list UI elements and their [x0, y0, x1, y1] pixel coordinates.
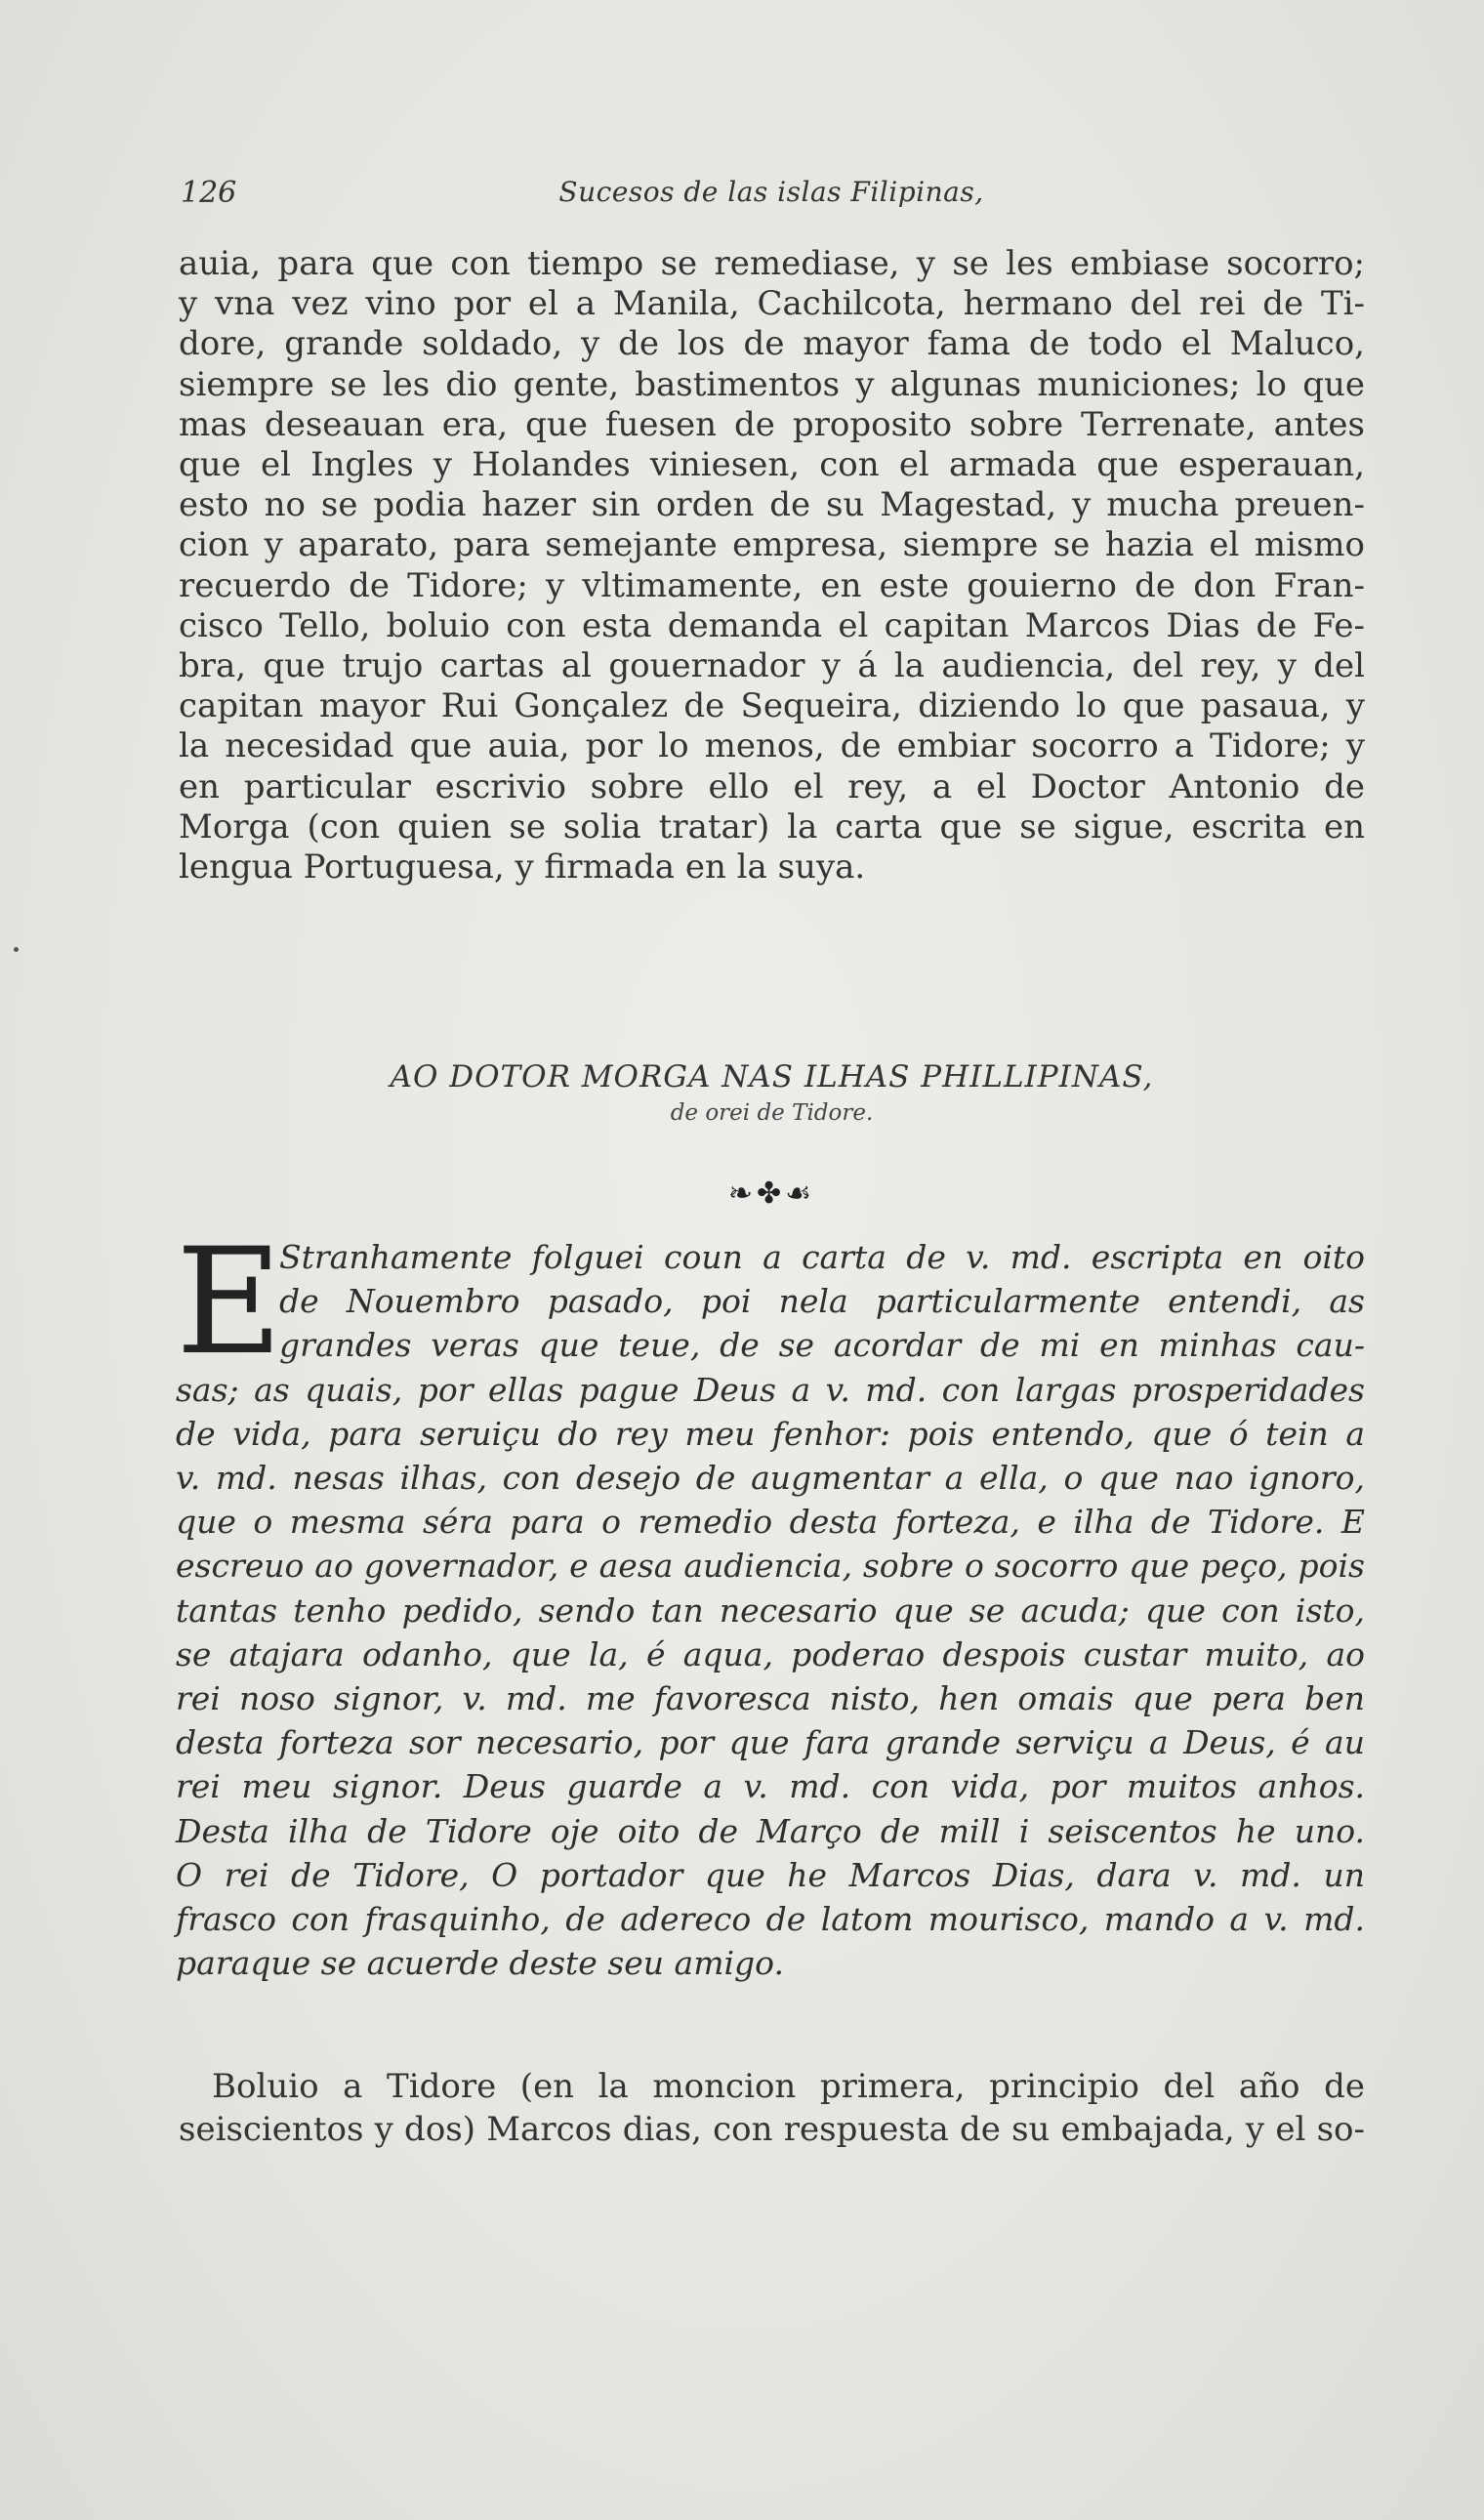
text-line: siempre se les dio gente, bastimentos y algunas municiones; lo que — [179, 364, 1365, 404]
letter-line: de vida, para seruiçu do rey meu fenhor: pois entendo, que ó tein a — [176, 1414, 1365, 1453]
text-line: cisco Tello, boluio con esta demanda el capitan Marcos Dias de Fe- — [179, 605, 1365, 645]
text-line: esto no se podia hazer sin orden de su Magestad, y mucha preuen- — [179, 485, 1365, 525]
letter-line: Desta ilha de Tidore oje oito de Março de mill i seiscentos he uno. — [176, 1811, 1365, 1850]
letter-line: O rei de Tidore, O portador que he Marcos Dias, dara v. md. un — [176, 1855, 1365, 1894]
text-line: Boluio a Tidore (en la moncion primera, principio del año de — [212, 2067, 1365, 2106]
letter-subtitle: de orei de Tidore. — [670, 1100, 874, 1126]
letter-line: grandes veras que teue, de se acordar de mi en minhas cau- — [279, 1326, 1365, 1365]
letter-line: rei noso signor, v. md. me favoresca nisto, hen omais que pera ben — [176, 1679, 1365, 1718]
text-line: en particular escrivio sobre ello el rey, a el Doctor Antonio de — [179, 766, 1365, 806]
text-line: y vna vez vino por el a Manila, Cachilcota, hermano del rei de Ti- — [179, 284, 1365, 324]
text-line: que el Ingles y Holandes viniesen, con el armada que esperauan, — [179, 445, 1365, 485]
text-line: la necesidad que auia, por lo menos, de embiar socorro a Tidore; y — [179, 726, 1365, 766]
letter-heading — [179, 1059, 1365, 1126]
letter-line: paraque se acuerde deste seu amigo. — [176, 1944, 784, 1983]
letter-body — [176, 1218, 1365, 1985]
page-number: 126 — [181, 176, 237, 210]
letter-line: escreuo ao governador, e aesa audiencia, sobre o socorro que peço, pois — [176, 1547, 1365, 1586]
page-header — [181, 176, 1362, 215]
letter-line: que o mesma séra para o remedio desta forteza, e ilha de Tidore. E — [176, 1503, 1365, 1542]
letter-line: frasco con frasquinho, de adereco de latom mourisco, mando a v. md. — [176, 1900, 1365, 1939]
letter-line: Stranhamente folguei coun a carta de v. md. escripta en oito — [279, 1238, 1365, 1276]
text-line: mas deseauan era, que fuesen de proposito sobre Terrenate, antes — [179, 404, 1365, 444]
text-line: cion y aparato, para semejante empresa, siempre se hazia el mismo — [179, 525, 1365, 565]
letter-line: de Nouembro pasado, poi nela particularmente entendi, as — [279, 1282, 1365, 1321]
text-line: auia, para que con tiempo se remediase, y se les embiase socorro; — [179, 244, 1365, 283]
text-line: Morga (con quien se solia tratar) la carta que se sigue, escrita en — [179, 806, 1365, 847]
margin-mark — [14, 947, 19, 952]
ornament-icon: ❧✤☙ — [727, 1177, 816, 1211]
letter-title: AO DOTOR MORGA NAS ILHAS PHILLIPINAS, — [390, 1059, 1154, 1095]
closing-paragraph — [179, 2065, 1365, 2151]
text-line: dore, grande soldado, y de los de mayor fama de todo el Maluco, — [179, 324, 1365, 364]
body-paragraph — [179, 244, 1365, 888]
letter-line: sas; as quais, por ellas pague Deus a v. md. con largas prosperidades — [176, 1370, 1365, 1409]
letter-line: rei meu signor. Deus guarde a v. md. con vida, por muitos anhos. — [176, 1767, 1365, 1806]
text-line: lengua Portuguesa, y firmada en la suya. — [179, 847, 866, 888]
letter-line: se atajara odanho, que la, é aqua, poderao despois custar muito, ao — [176, 1634, 1365, 1673]
text-line: bra, que trujo cartas al gouernador y á la audiencia, del rey, y del — [179, 646, 1365, 686]
letter-line: tantas tenho pedido, sendo tan necesario que se acuda; que con isto, — [176, 1590, 1365, 1630]
running-title: Sucesos de las islas Filipinas, — [558, 176, 984, 208]
letter-line: v. md. nesas ilhas, con desejo de augmentar a ella, o que nao ignoro, — [176, 1459, 1365, 1498]
text-line: seiscientos y dos) Marcos dias, con respuesta de su embajada, y el so- — [179, 2110, 1365, 2149]
text-line: recuerdo de Tidore; y vltimamente, en este gouierno de don Fran- — [179, 565, 1365, 605]
text-line: capitan mayor Rui Gonçalez de Sequeira, diziendo lo que pasaua, y — [179, 686, 1365, 726]
letter-line: desta forteza sor necesario, por que fara grande serviçu a Deus, é au — [176, 1723, 1365, 1762]
drop-cap: E — [176, 1218, 283, 1387]
